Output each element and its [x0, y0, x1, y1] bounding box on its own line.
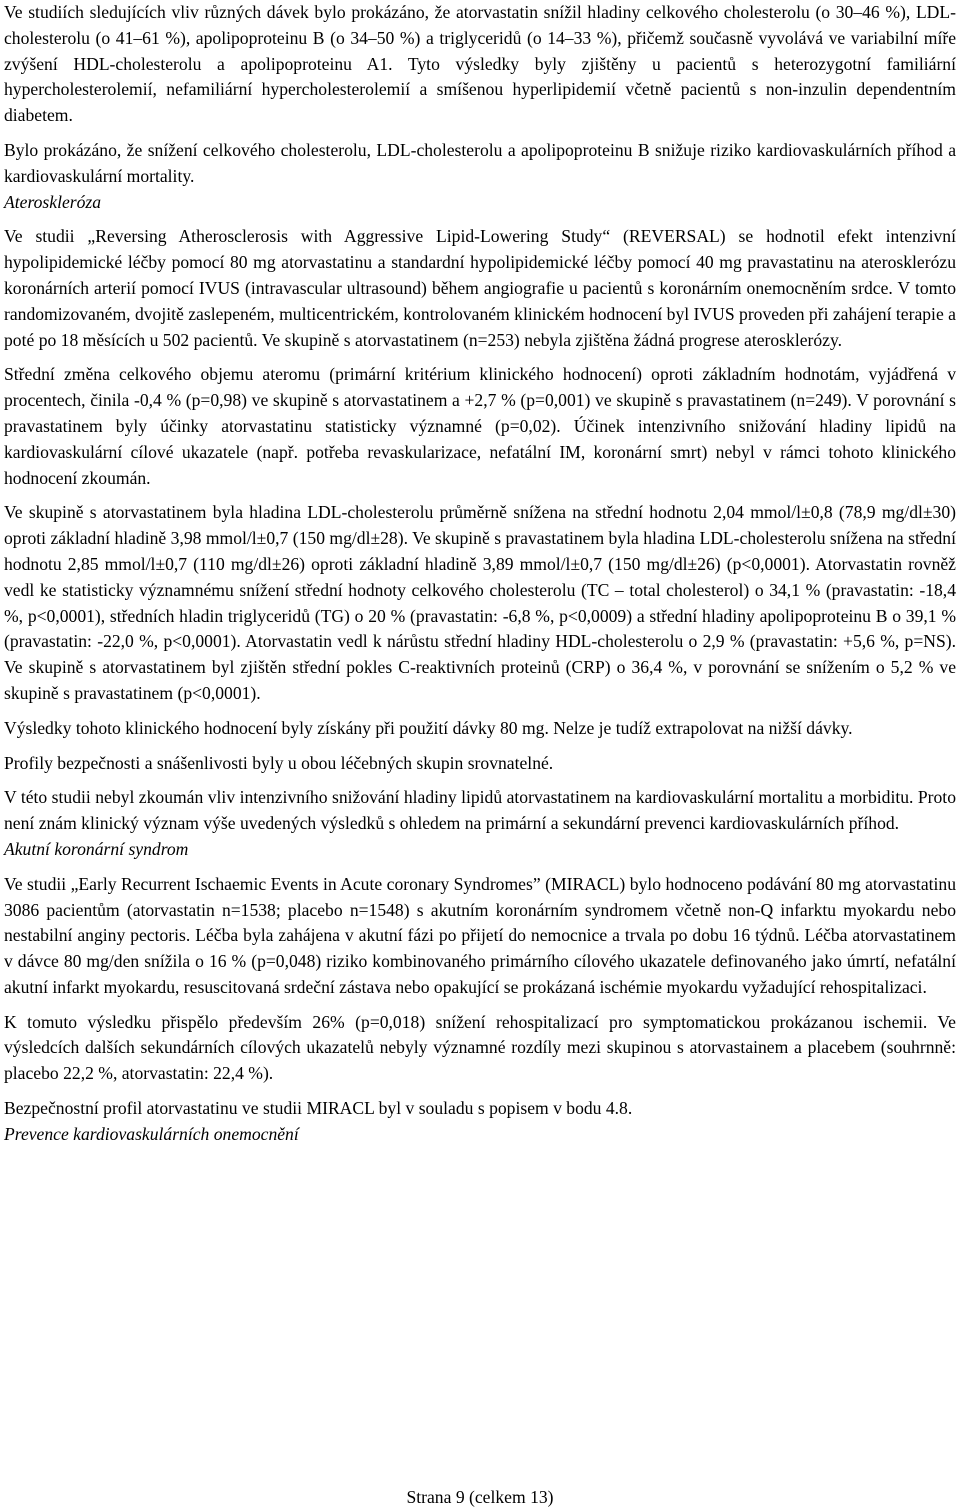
- paragraph-safety-profiles: Profily bezpečnosti a snášenlivosti byly u obou léčebných skupin srovnatelné.: [4, 752, 554, 773]
- document-body: [4, 0, 956, 1148]
- paragraph-ldl-results: Ve skupině s atorvastatinem byla hladina LDL-cholesterolu průměrně snížena na střední hodnotu 2,04 mmol/l±0,8 (78,9 mg/dl±30) oproti základní hladině 3,98 mmol/l±0,7 (150 mg/dl±28). Ve skupině s pravastatinem byla hladina LDL-cholesterolu snížena na střední hodnotu 2,85 mmol/l±0,7 (110 mg/dl±26) oproti základní hladině 3,89 mmol/l±0,7 (150 mg/dl±26) (p<0,0001). Atorvastatin rovněž vedl ke statisticky významnému snížení střední hodnoty celkového cholesterolu (TC – total cholesterol) o 34,1 % (pravastatin: -18,4 %, p<0,0001), středních hladin triglyceridů (TG) o 20 % (pravastatin: -6,8 %, p<0,0009) a střední hladiny apolipoproteinu B o 39,1 % (pravastatin: -22,0 %, p<0,0001). Atorvastatin vedl k nárůstu střední hladiny HDL-cholesterolu o 2,9 % (pravastatin: +5,6 %, p=NS). Ve skupině s atorvastatinem byl zjištěn střední pokles C-reaktivních proteinů (CRP) o 36,4 %, v porovnání se snížením o 5,2 % ve skupině s pravastatinem (p<0,0001).: [4, 502, 956, 703]
- paragraph-mortality-not-studied: V této studii nebyl zkoumán vliv intenzivního snižování hladiny lipidů atorvastatinem na kardiovaskulární mortalitu a morbiditu. Proto není znám klinický význam výše uvedených výsledků s ohledem na primární a sekundární prevenci kardiovaskulárních příhod.: [4, 787, 956, 834]
- paragraph-rehospitalization: K tomuto výsledku přispělo především 26% (p=0,018) snížení rehospitalizací pro symptomatickou prokázanou ischemii. Ve výsledcích dalších sekundárních cílových ukazatelů nebyly významné rozdíly mezi skupinou s atorvastainem a placebem (souhrnně: placebo 22,2 %, atorvastatin: 22,4 %).: [4, 1011, 956, 1084]
- section-heading-atherosclerosis: Ateroskleróza: [4, 191, 102, 212]
- page-footer: Strana 9 (celkem 13): [406, 1487, 554, 1507]
- paragraph-lipid-effects: Ve studiích sledujících vliv různých dávek bylo prokázáno, že atorvastatin snížil hladiny celkového cholesterolu (o 30–46 %), LDL-cholesterolu (o 41–61 %), apolipoproteinu B (o 34–50 %) a triglyceridů (o 14–33 %), přičemž současně vyvolává ve variabilní míře zvýšení HDL-cholesterolu a apolipoproteinu A1. Tyto výsledky byly zjištěny u pacientů s heterozygotní familiární hypercholesterolemií, nefamiliární hypercholesterolemií a smíšenou hyperlipidemií včetně pacientů s non-inzulin dependentním diabetem.: [4, 2, 956, 126]
- paragraph-atheroma-volume: Střední změna celkového objemu ateromu (primární kritérium klinického hodnocení) oproti základním hodnotám, vyjádřená v procentech, činila -0,4 % (p=0,98) ve skupině s atorvastatinem a +2,7 % (p=0,001) ve skupině s pravastatinem (n=249). V porovnání s pravastatinem byly účinky atorvastatinu statisticky významné (p=0,02). Účinek intenzivního snižování hladiny lipidů na kardiovaskulární cílové ukazatele (např. potřeba revaskularizace, nefatální IM, koronární smrt) nebyl v rámci tohoto klinického hodnocení zkoumán.: [4, 364, 956, 488]
- paragraph-reversal-study: Ve studii „Reversing Atherosclerosis with Aggressive Lipid-Lowering Study“ (REVERSAL) se hodnotil efekt intenzivní hypolipidemické léčby pomocí 80 mg atorvastatinu a standardní hypolipidemické léčby pomocí 40 mg pravastatinu na aterosklerózu koronárních arterií pomocí IVUS (intravascular ultrasound) během angiografie u pacientů s koronárním onemocněním srdce. V tomto randomizovaném, dvojitě zaslepeném, multicentrickém, kontrolovaném klinickém hodnocení byl IVUS proveden při zahájení terapie a poté po 18 měsících u 502 pacientů. Ve skupině s atorvastatinem (n=253) nebyla zjištěna žádná progrese aterosklerózy.: [4, 226, 956, 350]
- paragraph-cv-risk: Bylo prokázáno, že snížení celkového cholesterolu, LDL-cholesterolu a apolipoproteinu B snižuje riziko kardiovaskulárních příhod a kardiovaskulární mortality.: [4, 139, 956, 186]
- paragraph-dose-limitation: Výsledky tohoto klinického hodnocení byly získány při použití dávky 80 mg. Nelze je tudíž extrapolovat na nižší dávky.: [4, 717, 853, 738]
- section-heading-acute-coronary-syndrome: Akutní koronární syndrom: [4, 838, 189, 859]
- paragraph-miracl-study: Ve studii „Early Recurrent Ischaemic Events in Acute coronary Syndromes” (MIRACL) bylo hodnoceno podávání 80 mg atorvastatinu 3086 pacientům (atorvastatin n=1538; placebo n=1548) s akutním koronárním syndromem včetně non-Q infarktu myokardu nebo nestabilní anginy pectoris. Léčba byla zahájena v akutní fázi po přijetí do nemocnice a trvala po dobu 16 týdnů. Léčba atorvastatinem v dávce 80 mg/den snížila o 16 % (p=0,048) riziko kombinovaného primárního cílového ukazatele definovaného jako úmrtí, nefatální akutní infarkt myokardu, resuscitovaná srdeční zástava nebo opakující se prokázaná ischémie myokardu vyžadující rehospitalizaci.: [4, 873, 956, 997]
- paragraph-miracl-safety: Bezpečnostní profil atorvastatinu ve studii MIRACL byl v souladu s popisem v bodu 4.8.: [4, 1098, 633, 1119]
- section-heading-cv-prevention: Prevence kardiovaskulárních onemocnění: [4, 1123, 299, 1144]
